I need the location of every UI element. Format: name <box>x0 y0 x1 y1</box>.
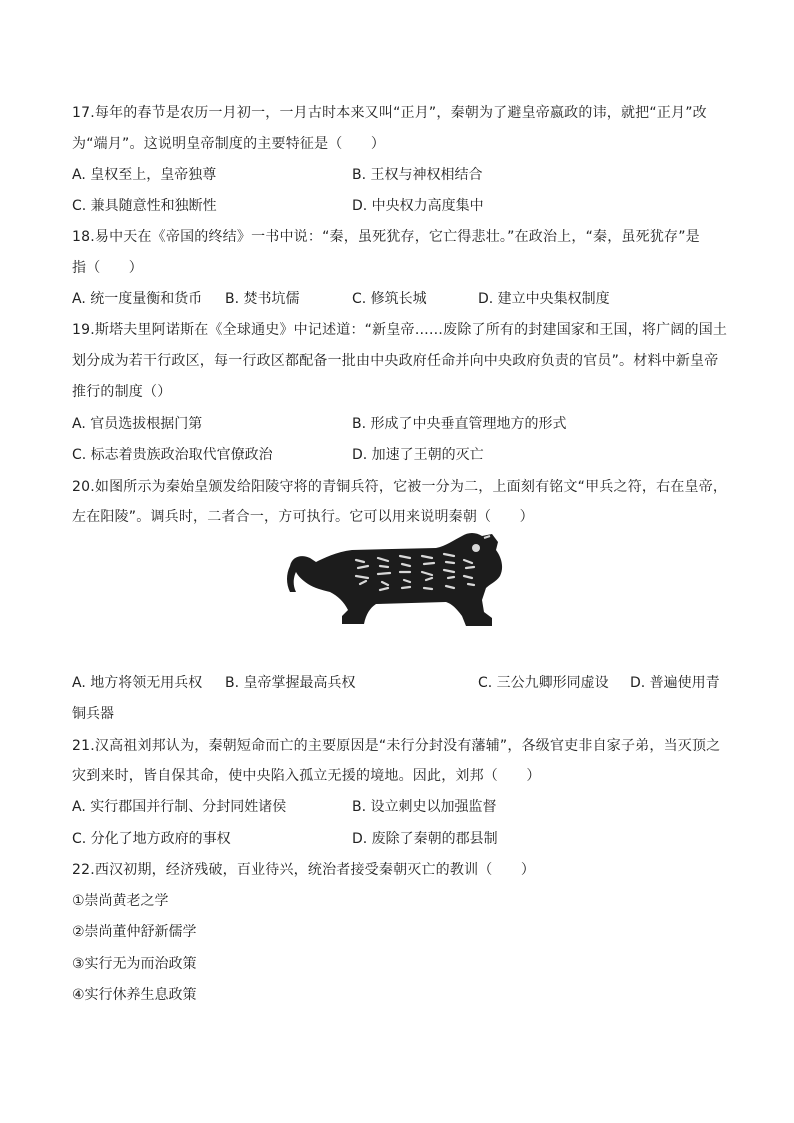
q19-option-c[interactable]: C. 标志着贵族政治取代官僚政治 <box>72 447 273 463</box>
q17-option-c[interactable]: C. 兼具随意性和独断性 <box>72 198 217 214</box>
q22-statement-1[interactable]: ①崇尚黄老之学 <box>72 893 169 909</box>
q22-statement-3[interactable]: ③实行无为而治政策 <box>72 956 197 972</box>
q17-stem-line-1: 17.每年的春节是农历一月初一，一月古时本来又叫“正月”，秦朝为了避皇帝嬴政的讳，就把“正月”改 <box>72 105 707 121</box>
bronze-tiger-tally-image <box>286 528 508 636</box>
q20-option-b[interactable]: B. 皇帝掌握最高兵权 <box>225 675 356 691</box>
q18-option-b[interactable]: B. 焚书坑儒 <box>225 291 300 307</box>
tally-eye <box>472 544 480 552</box>
q18-option-d[interactable]: D. 建立中央集权制度 <box>478 291 610 307</box>
q21-option-b[interactable]: B. 设立刺史以加强监督 <box>352 799 497 815</box>
q19-stem-line-2: 划分成为若干行政区，每一行政区都配备一批由中央政府任命并向中央政府负责的官员”。材料中新皇帝 <box>72 353 719 369</box>
q21-stem-line-1: 21.汉高祖刘邦认为，秦朝短命而亡的主要原因是“未行分封没有藩辅”，各级官吏非自家子弟，当灭顶之 <box>72 738 721 754</box>
q20-option-d-continued: 铜兵器 <box>72 706 114 722</box>
q19-stem-line-3: 推行的制度（） <box>72 384 172 400</box>
tally-body <box>287 533 502 626</box>
q20-option-a[interactable]: A. 地方将领无用兵权 <box>72 675 203 691</box>
q20-stem-line-2: 左在阳陵”。调兵时，二者合一，方可执行。它可以用来说明秦朝（ ） <box>72 509 534 525</box>
q21-option-d[interactable]: D. 废除了秦朝的郡县制 <box>352 831 498 847</box>
q17-option-b[interactable]: B. 王权与神权相结合 <box>352 167 483 183</box>
q19-option-d[interactable]: D. 加速了王朝的灭亡 <box>352 447 484 463</box>
q18-option-a[interactable]: A. 统一度量衡和货币 <box>72 291 203 307</box>
q20-option-d[interactable]: D. 普遍使用青 <box>630 675 720 691</box>
q18-stem-line-1: 18.易中天在《帝国的终结》一书中说：“秦，虽死犹存，它亡得悲壮。”在政治上，“秦，虽死犹存”是 <box>72 229 700 245</box>
q19-option-b[interactable]: B. 形成了中央垂直管理地方的形式 <box>352 416 567 432</box>
q21-option-c[interactable]: C. 分化了地方政府的事权 <box>72 831 231 847</box>
q21-stem-line-2: 灾到来时，皆自保其命，使中央陷入孤立无援的境地。因此，刘邦（ ） <box>72 768 541 784</box>
q19-option-a[interactable]: A. 官员选拔根据门第 <box>72 416 203 432</box>
q21-option-a[interactable]: A. 实行郡国并行制、分封同姓诸侯 <box>72 799 287 815</box>
q19-stem-line-1: 19.斯塔夫里阿诺斯在《全球通史》中记述道：“新皇帝……废除了所有的封建国家和王国，将广阔的国土 <box>72 322 728 338</box>
q22-statement-2[interactable]: ②崇尚董仲舒新儒学 <box>72 924 197 940</box>
q18-option-c[interactable]: C. 修筑长城 <box>352 291 427 307</box>
q20-stem-line-1: 20.如图所示为秦始皇颁发给阳陵守将的青铜兵符，它被一分为二，上面刻有铭文“甲兵之符，右在皇帝， <box>72 479 728 495</box>
q17-stem-line-2: 为“端月”。这说明皇帝制度的主要特征是（ ） <box>72 136 386 152</box>
q20-option-c[interactable]: C. 三公九卿形同虚设 <box>478 675 609 691</box>
q17-option-a[interactable]: A. 皇权至上，皇帝独尊 <box>72 167 217 183</box>
q18-stem-line-2: 指（ ） <box>72 260 143 276</box>
q22-statement-4[interactable]: ④实行休养生息政策 <box>72 987 197 1003</box>
q22-stem-line-1: 22.西汉初期，经济残破，百业待兴，统治者接受秦朝灭亡的教训（ ） <box>72 862 536 878</box>
q17-option-d[interactable]: D. 中央权力高度集中 <box>352 198 484 214</box>
